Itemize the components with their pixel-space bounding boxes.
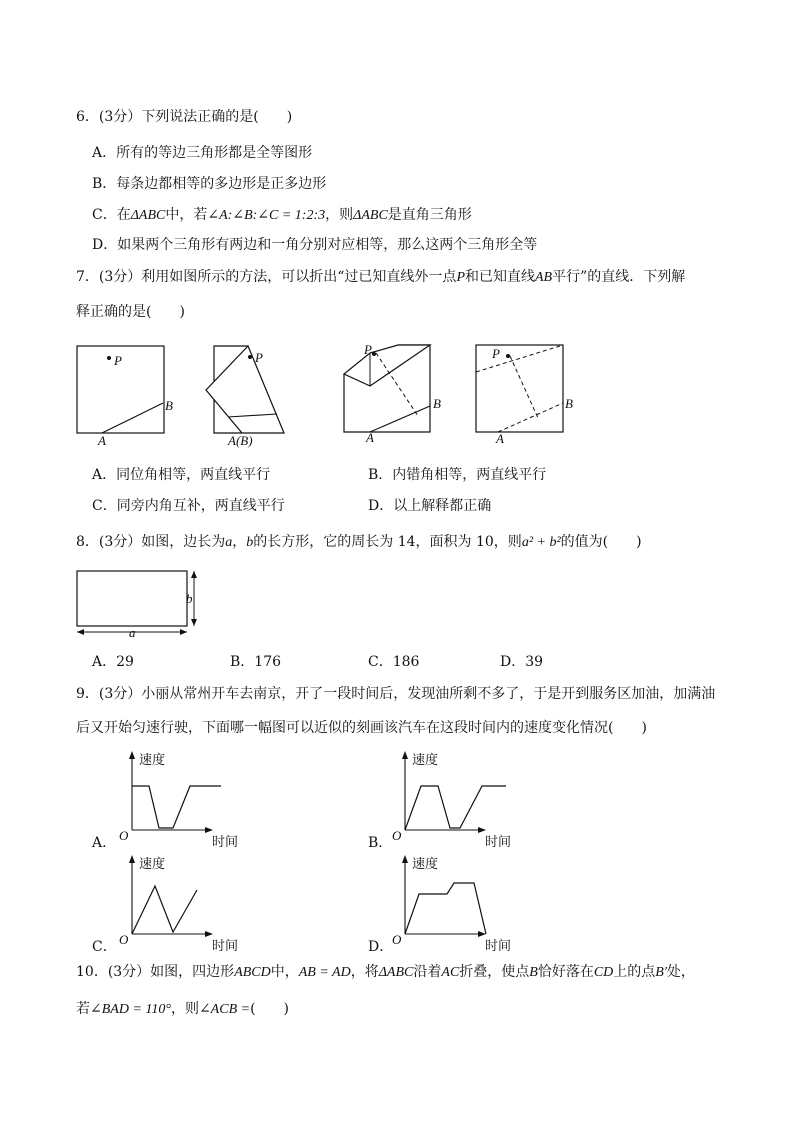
q9-graph-d [388,852,538,952]
q8-comma: ， [232,534,247,550]
q8-stem-part2: 的长方形，它的周长为 14，面积为 10，则 [253,534,522,550]
q7-figure-2 [200,340,310,450]
q10-cd: CD [593,965,614,980]
q7-stem-part3: 平行”的直线．下列解 [552,269,686,285]
q7-option-c: C．同旁内角互补，两直线平行 [92,498,285,514]
q6-c-then: ，则 [325,207,354,223]
q10-line2-part1: 若 [76,1001,90,1017]
q10-abcd: ABCD [234,965,271,980]
q7-figure-3 [336,336,451,446]
q8-option-b: B．176 [230,654,282,670]
q7-stem-point-p: P [456,270,465,285]
q9-graph-d-origin: O [392,932,402,947]
q7-fig3-label-b: B [433,396,441,411]
q9-graph-d-ylabel: 速度 [412,857,439,872]
q7-fig4-label-p: P [492,346,500,361]
q10-ac: AC [441,965,460,980]
q7-stem-line2: 释正确的是( ) [76,304,185,320]
q10-ask: ∠ACB = [198,1002,251,1017]
q10-stem-line1 [76,963,695,982]
q7-fig3-label-p: P [364,342,372,357]
q10-line2-part2: ，则 [170,1001,199,1017]
q7-stem-part2: 和已知直线 [465,269,535,285]
q6-c-mid: 中，若 [165,207,208,223]
q6-stem: 6．(3分）下列说法正确的是( ) [76,109,293,125]
q9-graph-c-origin: O [119,932,129,947]
q7-figure-4 [470,336,580,446]
q7-stem-line-ab: AB [535,270,553,285]
q8-stem-part1: 8．(3分）如图，边长为 [76,534,226,550]
q10-part6: 恰好落在 [537,964,594,980]
q10-angle: ∠BAD = 110° [90,1002,171,1017]
q10-part5: 折叠，使点 [459,964,530,980]
q8-option-a: A．29 [92,654,134,670]
q7-fig4-label-a: A [496,431,504,446]
q9-graph-a-xlabel: 时间 [212,835,239,850]
q8-fig-label-b: b [186,591,193,606]
q10-part8: 处， [666,964,695,980]
q8-rectangle-figure [72,566,202,638]
q9-option-d-label: D． [368,939,394,955]
q7-fig1-label-p: P [114,353,122,368]
q9-graph-b-origin: O [392,828,402,843]
q9-graph-a-ylabel: 速度 [139,753,166,768]
q7-fig2-label-ab: A(B) [228,433,253,448]
q8-expression: a² + b² [521,535,561,550]
q9-option-a-label: A． [92,835,117,851]
q9-graph-b [388,748,538,848]
q7-figure-1 [70,340,173,448]
q9-graph-c-ylabel: 速度 [139,857,166,872]
q10-triangle: ΔABC [378,965,414,980]
q6-c-pre: C．在 [92,207,131,223]
q10-part2: 中， [270,964,299,980]
q8-fig-label-a: a [129,625,136,640]
q6-option-b: B．每条边都相等的多边形是正多边形 [92,176,327,192]
q10-point-b: B [529,965,538,980]
q10-point-bprime: B′ [655,965,667,980]
q9-stem-line1: 9．(3分）小丽从常州开车去南京，开了一段时间后，发现油所剩不多了，于是开到服务区加油，加满油 [76,686,716,702]
q9-graph-b-ylabel: 速度 [412,753,439,768]
q7-fig1-label-b: B [165,398,173,413]
q7-fig1-label-a: A [98,433,106,448]
q9-option-c-label: C． [92,939,117,955]
q8-option-c: C．186 [368,654,420,670]
q8-var-a: a [225,535,233,550]
q8-option-d: D．39 [500,654,544,670]
q6-option-c [92,206,472,225]
q7-option-b: B．内错角相等，两直线平行 [368,467,547,483]
q6-c-triangle2: ΔABC [353,208,388,223]
q9-option-b-label: B． [368,835,393,851]
q10-stem-line2 [76,1000,289,1019]
q6-option-d: D．如果两个三角形有两边和一角分别对应相等，那么这两个三角形全等 [92,237,538,253]
q10-part3: ，将 [350,964,379,980]
q9-graph-c [115,852,265,952]
q7-fig3-label-a: A [366,430,374,445]
q6-c-ratio: ∠A:∠B:∠C = 1:2:3 [207,208,326,223]
q7-option-d: D．以上解释都正确 [368,498,492,514]
q7-fig4-label-b: B [565,396,573,411]
q9-graph-d-xlabel: 时间 [485,939,512,954]
q8-stem-part3: 的值为( ) [560,534,642,550]
q10-part1: 10．(3分）如图，四边形 [76,964,235,980]
q9-graph-a-origin: O [119,828,129,843]
q6-option-a: A．所有的等边三角形都是全等图形 [92,145,313,161]
q7-fig2-label-p: P [255,350,263,365]
q9-graph-b-xlabel: 时间 [485,835,512,850]
q6-c-triangle: ΔABC [130,208,166,223]
q9-graph-a [115,748,265,848]
q6-c-post: 是直角三角形 [387,207,472,223]
q8-stem [76,533,642,552]
q8-var-b: b [246,535,254,550]
q7-stem-line1 [76,268,685,287]
q7-stem-part1: 7．(3分）利用如图所示的方法，可以折出“过已知直线外一点 [76,269,457,285]
q10-line2-part3: ( ) [250,1001,290,1017]
q10-eq: AB = AD [298,965,351,980]
q10-part4: 沿着 [413,964,442,980]
q9-stem-line2: 后又开始匀速行驶，下面哪一幅图可以近似的刻画该汽车在这段时间内的速度变化情况( ) [76,720,647,736]
q9-graph-c-xlabel: 时间 [212,939,239,954]
q10-part7: 上的点 [613,964,656,980]
q7-option-a: A．同位角相等，两直线平行 [92,467,271,483]
